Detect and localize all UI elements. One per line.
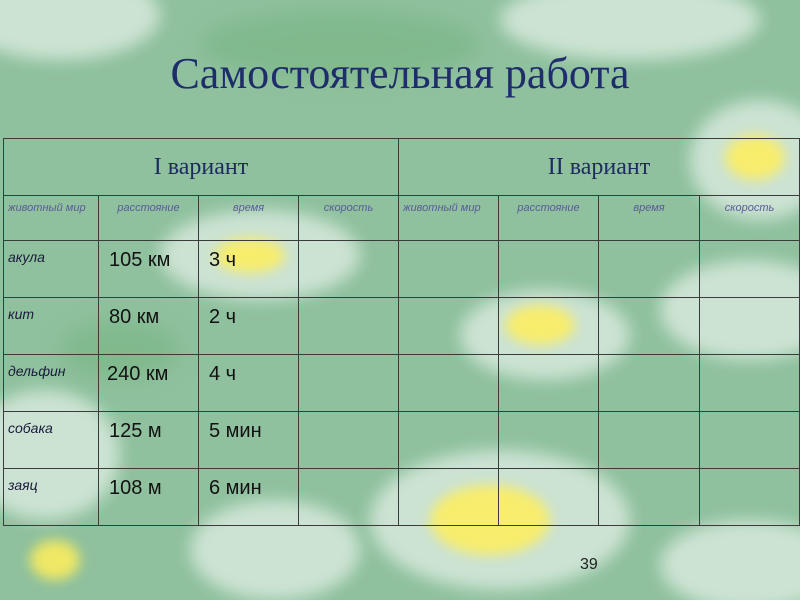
empty-cell bbox=[499, 355, 599, 412]
empty-cell bbox=[599, 412, 700, 469]
empty-cell bbox=[499, 469, 599, 526]
empty-cell bbox=[599, 298, 700, 355]
variant-1-header: I вариант bbox=[4, 139, 399, 196]
empty-cell bbox=[700, 469, 800, 526]
empty-cell bbox=[399, 469, 499, 526]
distance-cell: 80 км bbox=[99, 298, 199, 355]
animal-cell: кит bbox=[4, 298, 99, 355]
table-row bbox=[4, 241, 800, 298]
empty-cell bbox=[299, 469, 399, 526]
column-header: расстояние bbox=[499, 196, 599, 241]
empty-cell bbox=[700, 241, 800, 298]
animal-cell: акула bbox=[4, 241, 99, 298]
column-header: скорость bbox=[299, 196, 399, 241]
page-title: Самостоятельная работа bbox=[170, 49, 630, 98]
table-row bbox=[4, 355, 800, 412]
empty-cell bbox=[299, 412, 399, 469]
empty-cell bbox=[700, 298, 800, 355]
empty-cell bbox=[599, 241, 700, 298]
empty-cell bbox=[700, 355, 800, 412]
table-row bbox=[4, 469, 800, 526]
table-row bbox=[4, 298, 800, 355]
column-header: животный мир bbox=[399, 196, 499, 241]
distance-cell: 105 км bbox=[99, 241, 199, 298]
empty-cell bbox=[399, 412, 499, 469]
empty-cell bbox=[399, 298, 499, 355]
variant-2-header: II вариант bbox=[399, 139, 800, 196]
time-cell: 2 ч bbox=[199, 298, 299, 355]
empty-cell bbox=[599, 355, 700, 412]
empty-cell bbox=[499, 412, 599, 469]
work-table bbox=[3, 138, 800, 526]
time-cell: 6 мин bbox=[199, 469, 299, 526]
empty-cell bbox=[399, 355, 499, 412]
empty-cell bbox=[700, 412, 800, 469]
slide-number: 39 bbox=[580, 556, 598, 573]
empty-cell bbox=[599, 469, 700, 526]
empty-cell bbox=[299, 241, 399, 298]
animal-cell: заяц bbox=[4, 469, 99, 526]
empty-cell bbox=[499, 298, 599, 355]
animal-cell: дельфин bbox=[4, 355, 99, 412]
column-header: скорость bbox=[700, 196, 800, 241]
time-cell: 3 ч bbox=[199, 241, 299, 298]
empty-cell bbox=[299, 355, 399, 412]
distance-cell: 108 м bbox=[99, 469, 199, 526]
empty-cell bbox=[499, 241, 599, 298]
distance-cell: 240 км bbox=[99, 355, 199, 412]
animal-cell: собака bbox=[4, 412, 99, 469]
empty-cell bbox=[399, 241, 499, 298]
column-header: время bbox=[199, 196, 299, 241]
table-row bbox=[4, 412, 800, 469]
time-cell: 5 мин bbox=[199, 412, 299, 469]
column-header: животный мир bbox=[4, 196, 99, 241]
column-header: время bbox=[599, 196, 700, 241]
column-header: расстояние bbox=[99, 196, 199, 241]
time-cell: 4 ч bbox=[199, 355, 299, 412]
distance-cell: 125 м bbox=[99, 412, 199, 469]
empty-cell bbox=[299, 298, 399, 355]
